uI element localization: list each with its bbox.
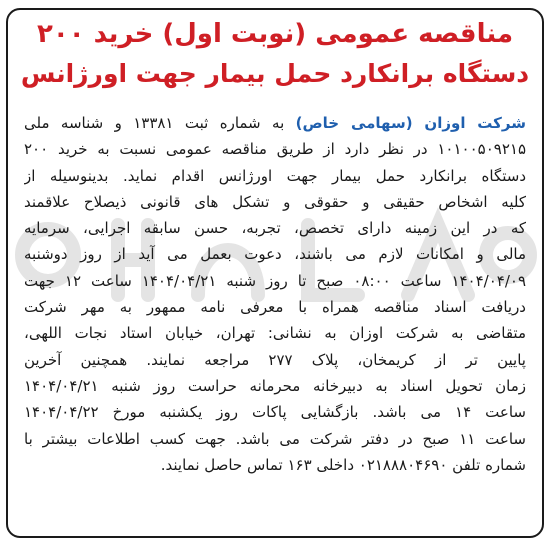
notice-body-line: متقاضی به شرکت اوزان به نشانی: تهران، خیابان استاد نجات اللهی، [24,324,526,343]
notice-body-line: پایین تر از کریمخان، پلاک ۲۷۷ مراجعه نمایند. همچنین آخرین [24,350,526,369]
notice-body-line: کلیه اشخاص حقیقی و حقوقی و تشکل های قانونی ذیصلاح علاقمند [24,192,526,211]
notice-body-line: دستگاه برانکارد حمل بیمار جهت اورژانس اقدام نماید. بدینوسیله از [24,166,526,185]
notice-body-text: به شماره ثبت ۱۳۳۸۱ و شناسه ملی [24,114,296,132]
notice-body-line: مالی و امکانات لازم می باشند، دعوت بعمل می آید از روز دوشنبه [24,245,526,264]
notice-body-line: ساعت ۱۴ می باشد. بازگشایی پاکات روز یکشنبه مورخ ۱۴۰۴/۰۴/۲۲ [24,403,526,422]
notice-body-line: ۱۰۱۰۰۵۰۹۲۱۵ در نظر دارد از طریق مناقصه عمومی نسبت به خرید ۲۰۰ [24,140,526,159]
company-name: شرکت اوزان (سهامی خاص) [295,114,526,132]
notice-body-line: شماره تلفن ۰۲۱۸۸۸۰۴۶۹۰ داخلی ۱۶۳ تماس حاصل نمایند. [160,455,526,474]
notice-body-line: زمان تحویل اسناد به دبیرخانه محرمانه حراست روز شنبه ۱۴۰۴/۰۴/۲۱ [24,376,526,395]
notice-body-line: دریافت اسناد مناقصه همراه با معرفی نامه ممهور به مهر شرکت [24,298,526,317]
notice-body-line: ساعت ۱۱ صبح در دفتر شرکت می باشد. جهت کسب اطلاعات بیشتر با [24,429,526,448]
notice-title-line-1: مناقصه عمومی (نوبت اول) خرید ۲۰۰ [36,19,514,49]
notice-body-line: که در این زمینه دارای تخصص، تجربه، حسن سابقه اجرایی، سرمایه [24,219,526,238]
notice-title-line-2: دستگاه برانکارد حمل بیمار جهت اورژانس [20,59,530,88]
notice-body-line: ۱۴۰۴/۰۴/۰۹ ساعت ۰۸:۰۰ صبح تا روز شنبه ۱۴۰۴/۰۴/۲۱ ساعت ۱۲ جهت [24,271,526,290]
notice-body-line [24,110,526,136]
notice-body [24,110,526,478]
